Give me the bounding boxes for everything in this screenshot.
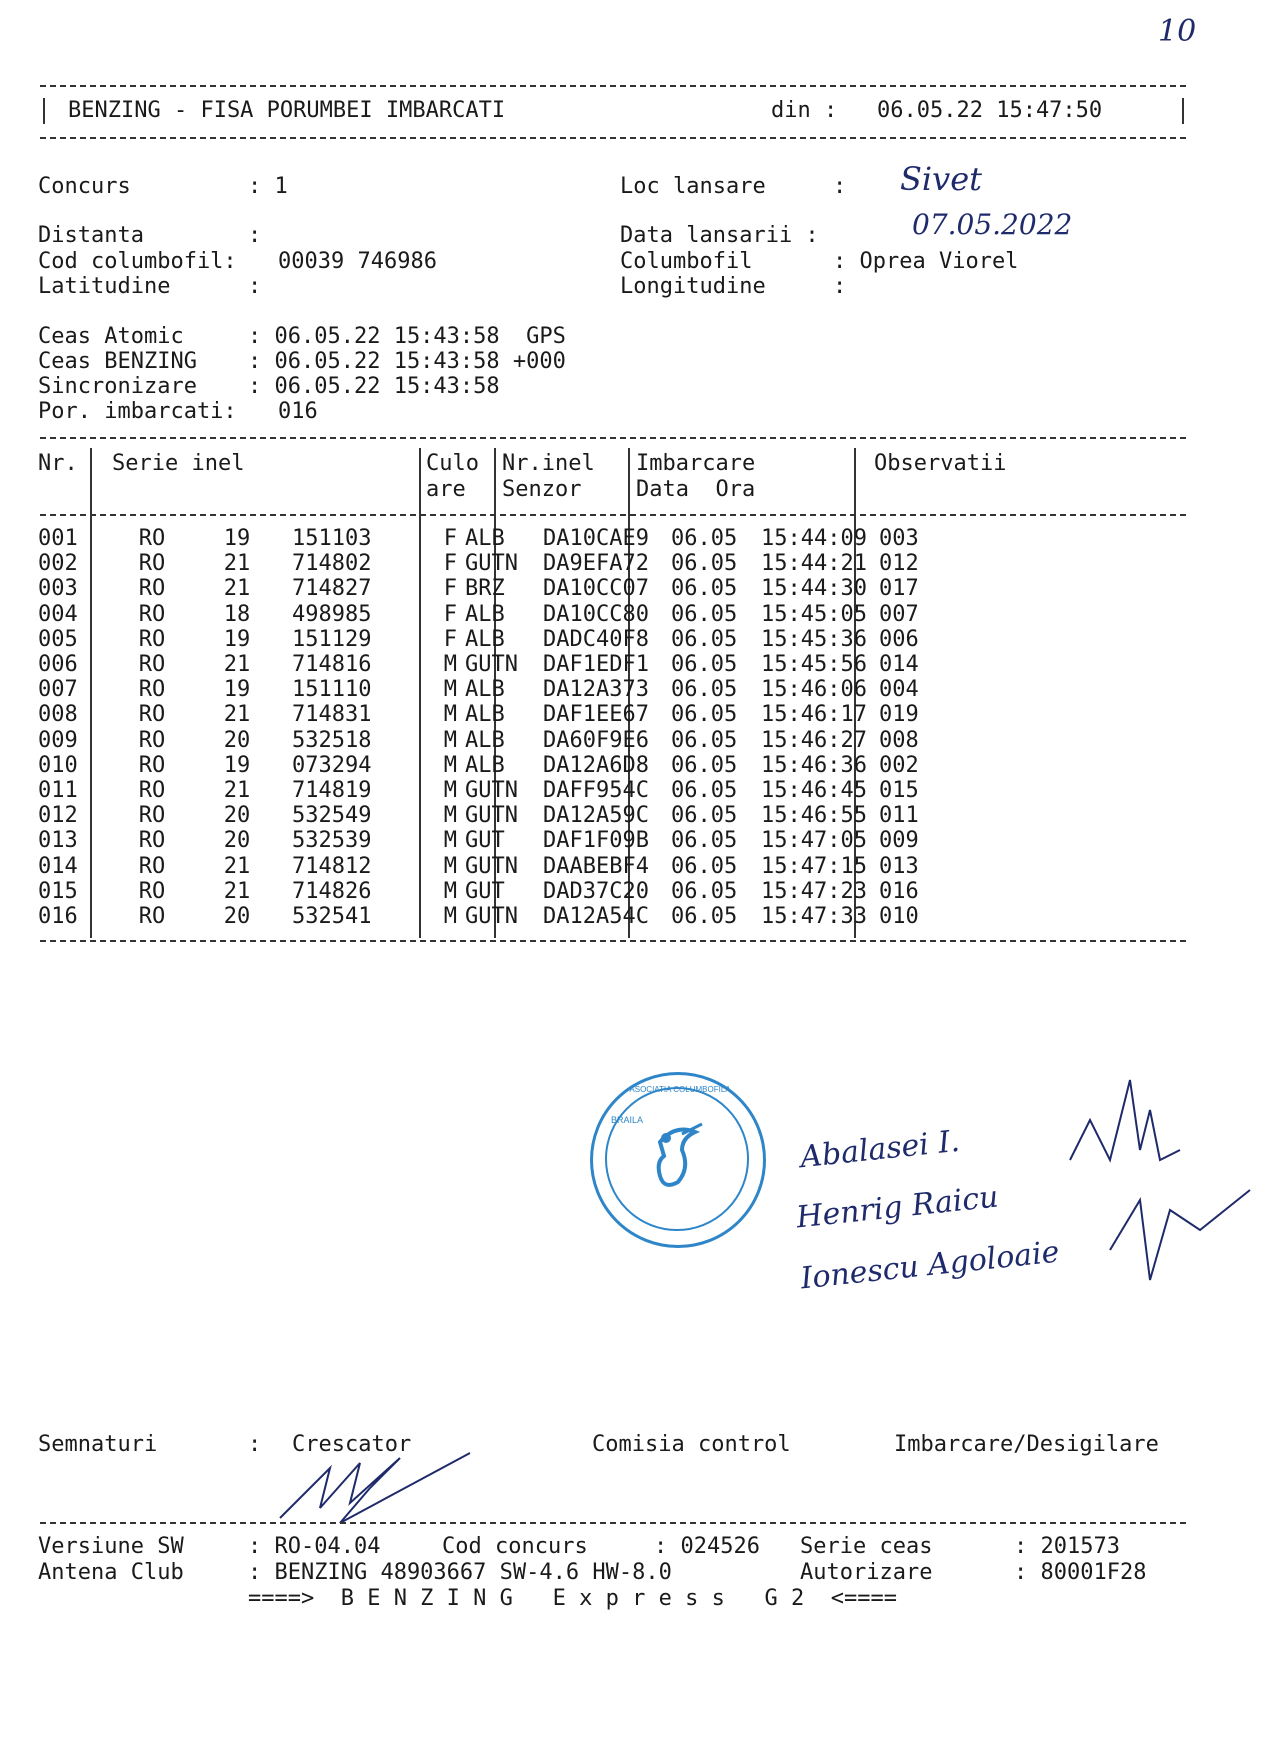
cell-cty: RO [138,878,166,904]
cell-yr: 20 [223,803,251,829]
loc-lansare-label: Loc lansare [620,174,766,199]
cell-yr: 19 [223,526,251,552]
cell-nr: 010 [38,752,78,778]
cell-cty: RO [138,677,166,703]
cell-num: 714826 [292,878,372,904]
cell-yr: 18 [223,601,251,627]
header-top-rule [40,85,1186,87]
ceas-benzing-label: Ceas BENZING [38,349,197,374]
stamp-text-left: BRAILA [611,1115,644,1125]
cell-yr: 21 [223,652,251,678]
cell-obs: 017 [879,576,919,602]
cell-cty: RO [138,652,166,678]
cell-time: 15:46:36 [761,752,867,778]
antena-value: : BENZING 48903667 SW-4.6 HW-8.0 [248,1560,672,1585]
cell-cty: RO [138,702,166,728]
crescator-label: Crescator [292,1432,412,1457]
cell-col: GUTN [465,803,518,829]
sincronizare-label: Sincronizare [38,374,197,399]
col-nrinel-1: Nr.inel [502,451,595,476]
cell-time: 15:46:27 [761,727,867,753]
cell-cty: RO [138,803,166,829]
cell-date: 06.05 [671,777,738,803]
table-header-rule [40,514,1186,516]
cell-cty: RO [138,526,166,552]
cell-date: 06.05 [671,903,738,929]
cell-sex: M [443,828,457,854]
cell-sen: DAABEBF4 [543,853,649,879]
cell-sex: F [443,576,457,602]
table-row [38,652,919,677]
table-row [38,828,919,853]
cell-obs: 002 [879,752,919,778]
cell-yr: 21 [223,702,251,728]
data-lansarii-value: 07.05.2022 [912,208,1073,241]
cell-nr: 011 [38,777,78,803]
cell-obs: 012 [879,551,919,577]
cell-obs: 007 [879,601,919,627]
cell-sen: DA9EFA72 [543,551,649,577]
cell-sen: DADC40F8 [543,626,649,652]
cell-nr: 015 [38,878,78,904]
cell-col: GUT [465,878,505,904]
cell-yr: 19 [223,752,251,778]
pigeon-icon [590,1072,760,1242]
cell-col: GUTN [465,903,518,929]
comisia-label: Comisia control [592,1432,791,1457]
cell-sen: DAFF954C [543,777,649,803]
cell-nr: 008 [38,702,78,728]
cell-num: 714831 [292,702,372,728]
longitudine-label: Longitudine [620,274,766,299]
table-row [38,879,919,904]
pigeons-table [38,526,919,929]
cell-sen: DAD37C20 [543,878,649,904]
table-row [38,753,919,778]
cell-cty: RO [138,777,166,803]
distanta-value: : [248,223,262,248]
cell-time: 15:45:05 [761,601,867,627]
cell-sex: F [443,601,457,627]
cell-sen: DA12A54C [543,903,649,929]
semnaturi-label: Semnaturi [38,1432,158,1457]
table-row [38,778,919,803]
cell-obs: 008 [879,727,919,753]
cell-date: 06.05 [671,853,738,879]
cell-nr: 004 [38,601,78,627]
cod-concurs-label: Cod concurs [442,1534,588,1559]
stamp-text-top: ASOCIATIA COLUMBOFILA [629,1085,731,1094]
cod-concurs-value: : 024526 [654,1534,760,1559]
columbofil-value: : Oprea Viorel [833,249,1019,274]
col-nr: Nr. [38,451,78,476]
cell-sen: DA10CC80 [543,601,649,627]
col-observatii: Observatii [874,451,1007,476]
cell-num: 498985 [292,601,372,627]
semnaturi-colon: : [248,1432,262,1457]
cell-yr: 21 [223,853,251,879]
cell-sex: F [443,526,457,552]
col-culoare-2: are [426,477,466,502]
cell-nr: 003 [38,576,78,602]
cell-sen: DAF1EDF1 [543,652,649,678]
cell-sen: DA10CAE9 [543,526,649,552]
cell-obs: 011 [879,803,919,829]
col-imbarcare-1: Imbarcare [636,451,756,476]
cell-num: 151103 [292,526,372,552]
cell-sex: M [443,903,457,929]
cell-obs: 013 [879,853,919,879]
cell-cty: RO [138,752,166,778]
header-datetime: 06.05.22 15:47:50 [877,98,1103,123]
cell-cty: RO [138,576,166,602]
cell-num: 532549 [292,803,372,829]
cell-obs: 003 [879,526,919,552]
table-top-rule [40,437,1186,439]
cell-date: 06.05 [671,601,738,627]
cell-col: ALB [465,677,505,703]
cell-sex: M [443,853,457,879]
cell-sex: M [443,777,457,803]
header-left-bar [43,98,45,124]
table-row [38,728,919,753]
cell-col: ALB [465,752,505,778]
cell-yr: 20 [223,903,251,929]
cell-time: 15:47:33 [761,903,867,929]
cell-date: 06.05 [671,752,738,778]
table-row [38,677,919,702]
ceas-atomic-label: Ceas Atomic [38,324,184,349]
cell-sen: DA60F9E6 [543,727,649,753]
cell-yr: 19 [223,626,251,652]
cell-obs: 015 [879,777,919,803]
header-bottom-rule [40,137,1186,139]
cell-time: 15:45:56 [761,652,867,678]
cell-obs: 014 [879,652,919,678]
cell-date: 06.05 [671,652,738,678]
cell-nr: 006 [38,652,78,678]
cell-yr: 20 [223,727,251,753]
ceas-atomic-value: : 06.05.22 15:43:58 GPS [248,324,566,349]
header-right-bar [1182,98,1184,124]
cell-time: 15:46:55 [761,803,867,829]
cell-yr: 21 [223,777,251,803]
cell-num: 532541 [292,903,372,929]
cell-cty: RO [138,828,166,854]
cell-col: ALB [465,702,505,728]
serie-ceas-value: : 201573 [1014,1534,1120,1559]
ceas-benzing-value: : 06.05.22 15:43:58 +000 [248,349,566,374]
cell-nr: 012 [38,803,78,829]
cell-col: GUTN [465,652,518,678]
cell-yr: 21 [223,551,251,577]
cell-sex: M [443,878,457,904]
cell-cty: RO [138,903,166,929]
cell-sen: DA12A373 [543,677,649,703]
cell-col: GUTN [465,853,518,879]
cell-date: 06.05 [671,727,738,753]
table-row [38,551,919,576]
col-nrinel-2: Senzor [502,477,582,502]
cell-sex: M [443,702,457,728]
versiune-label: Versiune SW [38,1534,184,1559]
cell-sen: DAF1F09B [543,828,649,854]
cell-sex: M [443,803,457,829]
signature-2: Henrig Raicu [794,1179,1001,1236]
cell-nr: 005 [38,626,78,652]
cell-time: 15:44:30 [761,576,867,602]
cell-num: 714827 [292,576,372,602]
table-row [38,702,919,727]
club-stamp [590,1072,766,1248]
cell-cty: RO [138,853,166,879]
cell-sex: F [443,626,457,652]
cell-col: ALB [465,526,505,552]
footer-rule [40,1522,1186,1524]
col-serie: Serie inel [112,451,245,476]
cell-sex: M [443,727,457,753]
table-row [38,853,919,878]
page-number: 10 [1158,14,1197,49]
cell-date: 06.05 [671,576,738,602]
autorizare-label: Autorizare [800,1560,933,1585]
cell-num: 151110 [292,677,372,703]
cell-cty: RO [138,551,166,577]
cell-yr: 20 [223,828,251,854]
por-imbarcati-value: 016 [278,399,318,424]
cell-nr: 001 [38,526,78,552]
cell-sex: F [443,551,457,577]
cell-cty: RO [138,727,166,753]
cell-num: 151129 [292,626,372,652]
cell-cty: RO [138,601,166,627]
table-row [38,904,919,929]
por-imbarcati-label: Por. imbarcati: [38,399,237,424]
header-title: BENZING - FISA PORUMBEI IMBARCATI [68,98,506,123]
cell-date: 06.05 [671,526,738,552]
cell-date: 06.05 [671,828,738,854]
sincronizare-value: : 06.05.22 15:43:58 [248,374,500,399]
cell-nr: 002 [38,551,78,577]
table-row [38,526,919,551]
cell-sen: DAF1EE67 [543,702,649,728]
signature-1: Abalasei I. [798,1123,962,1176]
cell-col: ALB [465,601,505,627]
cell-time: 15:46:45 [761,777,867,803]
cell-num: 714816 [292,652,372,678]
autorizare-value: : 80001F28 [1014,1560,1147,1585]
cell-yr: 21 [223,878,251,904]
benzing-banner: ====> B E N Z I N G E x p r e s s G 2 <==== [248,1586,898,1611]
cell-time: 15:46:17 [761,702,867,728]
cell-col: BRZ [465,576,505,602]
cell-sen: DA10CC07 [543,576,649,602]
cell-nr: 013 [38,828,78,854]
cod-columbofil-label: Cod columbofil: [38,249,237,274]
cell-date: 06.05 [671,551,738,577]
signature-scribble [1050,1050,1270,1290]
distanta-label: Distanta [38,223,144,248]
loc-lansare-value: Sivet [900,160,983,198]
latitudine-value: : [248,274,262,299]
cell-time: 15:45:36 [761,626,867,652]
cell-num: 532539 [292,828,372,854]
table-row [38,803,919,828]
cod-columbofil-value: 00039 746986 [278,249,437,274]
cell-sex: M [443,677,457,703]
cell-obs: 006 [879,626,919,652]
table-row [38,576,919,601]
cell-yr: 19 [223,677,251,703]
concurs-label: Concurs [38,174,131,199]
cell-time: 15:44:21 [761,551,867,577]
cell-num: 714819 [292,777,372,803]
cell-yr: 21 [223,576,251,602]
col-culoare-1: Culo [426,451,479,476]
cell-num: 073294 [292,752,372,778]
versiune-value: : RO-04.04 [248,1534,381,1559]
cell-obs: 004 [879,677,919,703]
cell-nr: 009 [38,727,78,753]
cell-num: 714802 [292,551,372,577]
cell-col: ALB [465,727,505,753]
signature-3: Ionescu Agoloaie [798,1234,1061,1297]
cell-time: 15:47:05 [761,828,867,854]
cell-nr: 007 [38,677,78,703]
cell-date: 06.05 [671,702,738,728]
columbofil-label: Columbofil [620,249,753,274]
cell-col: GUT [465,828,505,854]
cell-sen: DA12A6D8 [543,752,649,778]
cell-col: GUTN [465,551,518,577]
data-lansarii-label: Data lansarii : [620,223,819,248]
cell-date: 06.05 [671,626,738,652]
table-row [38,627,919,652]
table-bottom-rule [40,940,1186,942]
serie-ceas-label: Serie ceas [800,1534,933,1559]
cell-time: 15:47:23 [761,878,867,904]
cell-col: GUTN [465,777,518,803]
cell-time: 15:47:15 [761,853,867,879]
cell-obs: 010 [879,903,919,929]
cell-time: 15:44:09 [761,526,867,552]
crescator-signature [270,1448,510,1538]
cell-date: 06.05 [671,803,738,829]
cell-obs: 009 [879,828,919,854]
imbarcare-label: Imbarcare/Desigilare [894,1432,1159,1457]
cell-num: 714812 [292,853,372,879]
cell-date: 06.05 [671,878,738,904]
cell-sex: M [443,752,457,778]
antena-label: Antena Club [38,1560,184,1585]
header-din-label: din : [771,98,838,123]
cell-nr: 014 [38,853,78,879]
concurs-value: : 1 [248,174,288,199]
col-imbarcare-2: Data Ora [636,477,756,502]
cell-sex: M [443,652,457,678]
latitudine-label: Latitudine [38,274,171,299]
cell-time: 15:46:06 [761,677,867,703]
cell-date: 06.05 [671,677,738,703]
table-row [38,602,919,627]
cell-obs: 016 [879,878,919,904]
cell-col: ALB [465,626,505,652]
longitudine-value: : [833,274,847,299]
cell-nr: 016 [38,903,78,929]
cell-obs: 019 [879,702,919,728]
cell-cty: RO [138,626,166,652]
cell-sen: DA12A59C [543,803,649,829]
loc-lansare-colon: : [833,174,847,199]
cell-num: 532518 [292,727,372,753]
